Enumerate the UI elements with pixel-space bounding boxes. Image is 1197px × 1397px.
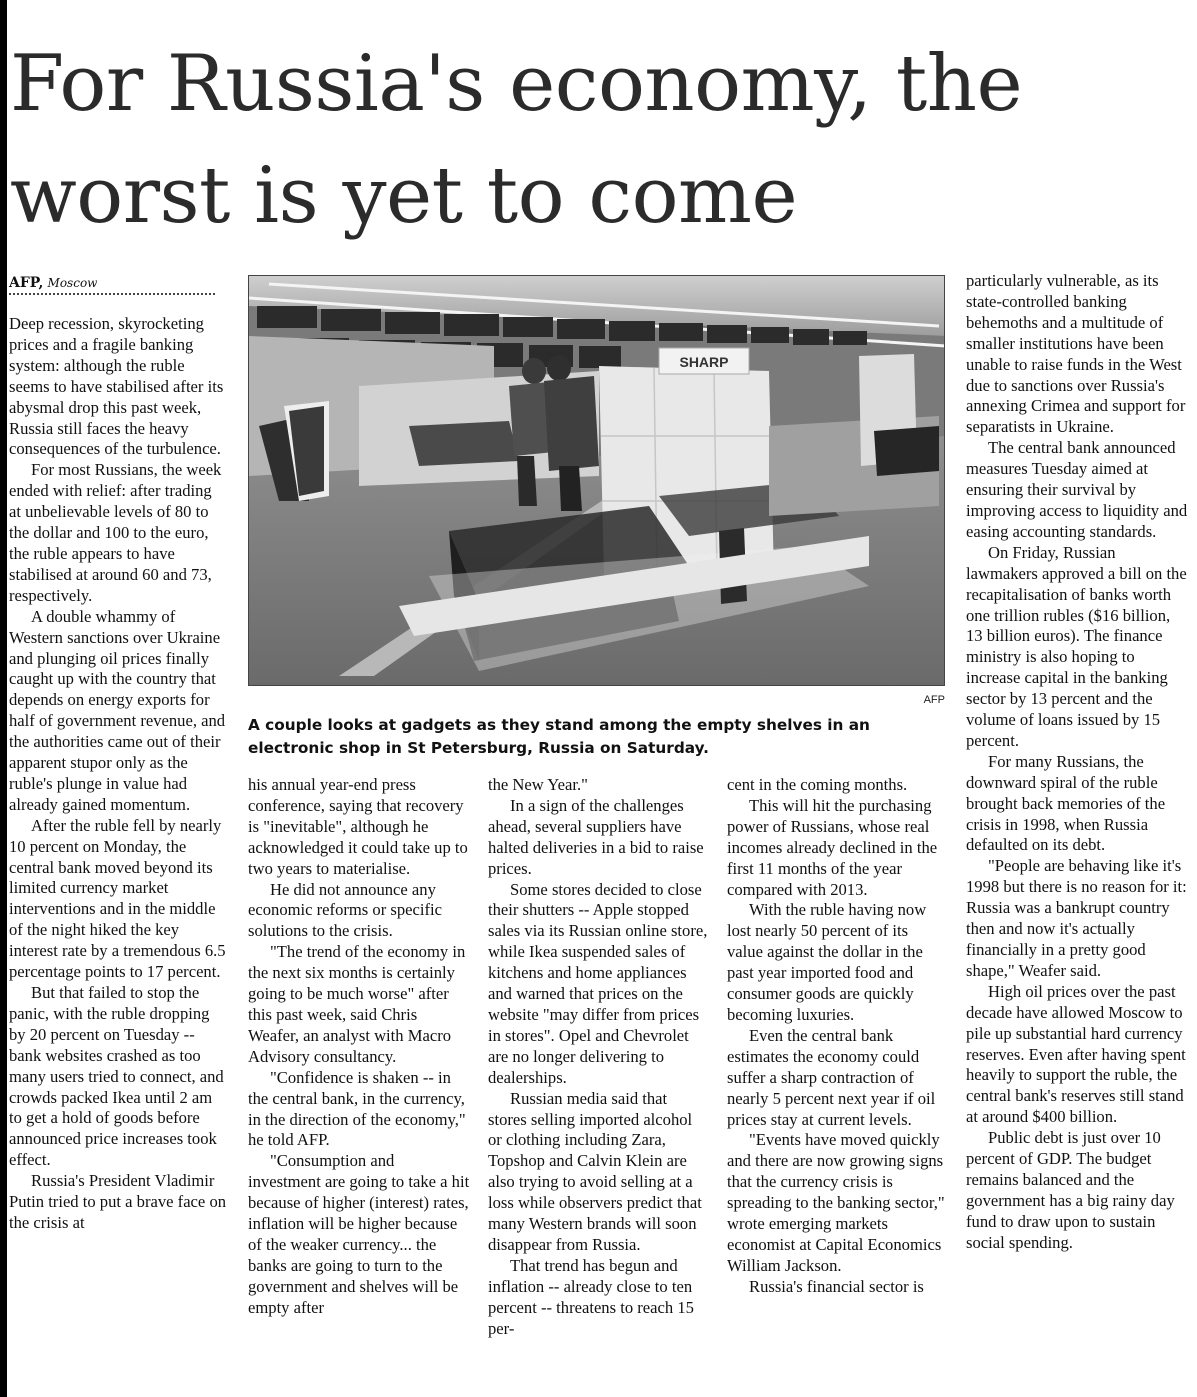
paragraph: High oil prices over the past decade have allowed Moscow to pile up substantial hard currency reserves. Even after having spent heavily to support the ruble, the central bank's reserves still stand at around $400 billion. xyxy=(966,981,1186,1127)
paragraph: On Friday, Russian lawmakers approved a bill on the recapitalisation of banks worth one trillion rubles ($16 billion, 13 billion euros). The finance ministry is also hoping to increase capital in the banking sector by 13 percent and the volume of loans issued by 15 percent. xyxy=(966,542,1187,750)
headline xyxy=(10,28,1195,252)
paragraph: Russia's President Vladimir Putin tried to put a brave face on the crisis at xyxy=(9,1171,227,1232)
paragraph: "People are behaving like it's 1998 but there is no reason for it: Russia was a bankrupt country then and now it's actually financially in a pretty good shape," Weafer said. xyxy=(966,856,1187,980)
byline xyxy=(9,275,97,292)
paragraph: For most Russians, the week ended with relief: after trading at unbelievable levels of 80 to the dollar and 100 to the euro, the ruble appears to have stabilised at around 60 and 73, respectively. xyxy=(9,460,222,605)
sharp-sign: SHARP xyxy=(679,354,729,370)
article-column-3 xyxy=(488,775,708,1397)
paragraph: Russian media said that stores selling imported alcohol or clothing including Zara, Topshop and Calvin Klein are also trying to avoid selling at a loss while observers predict that many Western brands will soon disappear from Russia. xyxy=(488,1088,702,1254)
paragraph: He did not announce any economic reforms or specific solutions to the crisis. xyxy=(248,879,442,941)
article-column-1 xyxy=(9,314,227,1397)
paragraph: This will hit the purchasing power of Russians, whose real incomes already declined in the first 11 months of the year compared with 2013. xyxy=(727,795,938,899)
article-column-5 xyxy=(966,271,1188,1397)
paragraph: "Events have moved quickly and there are now growing signs that the currency crisis is spreading to the banking sector," wrote emerging markets economist at Capital Economics William Jackson. xyxy=(727,1130,945,1275)
paragraph: Deep recession, skyrocketing prices and a fragile banking system: although the ruble seems to have stabilised after its abysmal drop this past week, Russia still faces the heavy consequences of the turbulence. xyxy=(9,314,224,459)
paragraph: particularly vulnerable, as its state-controlled banking behemoths and a multitude of smaller institutions have been unable to raise funds in the West due to sanctions over Russia's annexing Crimea and support for separatists in Ukraine. xyxy=(966,271,1186,437)
paragraph: cent in the coming months. xyxy=(727,775,908,794)
paragraph: With the ruble having now lost nearly 50 percent of its value against the dollar in the past year imported food and consumer goods are quickly becoming luxuries. xyxy=(727,900,927,1024)
paragraph: "Confidence is shaken -- in the central bank, in the currency, in the direction of the economy," he told AFP. xyxy=(248,1067,466,1150)
byline-location: Moscow xyxy=(47,276,98,290)
news-photo xyxy=(248,275,945,686)
paragraph: Russia's financial sector is xyxy=(749,1276,924,1296)
byline-source: AFP, xyxy=(9,275,44,291)
photo-caption: A couple looks at gadgets as they stand among the empty shelves in an electronic shop in St Petersburg, Russia on Saturday. xyxy=(248,716,870,757)
byline-divider xyxy=(9,293,215,295)
paragraph: In a sign of the challenges ahead, several suppliers have halted deliveries in a bid to raise prices. xyxy=(488,795,704,878)
headline-line-1: For Russia's economy, the xyxy=(10,39,1023,129)
article-column-2 xyxy=(248,775,470,1397)
paragraph: Even the central bank estimates the economy could suffer a sharp contraction of nearly 5 percent next year if oil prices stay at current levels. xyxy=(727,1025,936,1129)
article-column-4 xyxy=(727,775,947,1397)
paragraph: his annual year-end press conference, saying that recovery is "inevitable", although he acknowledged it could take up to two years to materialise. xyxy=(248,775,468,878)
paragraph: But that failed to stop the panic, with the ruble dropping by 20 percent on Tuesday -- bank websites crashed as too many users tried to connect, and crowds packed Ikea until 2 am to get a hold of goods before announced price increases took effect. xyxy=(9,983,224,1170)
paragraph: "The trend of the economy in the next six months is certainly going to be much worse" after this past week, said Chris Weafer, an analyst with Macro Advisory consultancy. xyxy=(248,942,466,1066)
paragraph: For many Russians, the downward spiral of the ruble brought back memories of the crisis in 1998, when Russia defaulted on its debt. xyxy=(966,751,1166,855)
paragraph: Public debt is just over 10 percent of GDP. The budget remains balanced and the government has a big rainy day fund to draw upon to sustain social spending. xyxy=(966,1128,1175,1252)
paragraph: Some stores decided to close their shutters -- Apple stopped sales via its Russian online store, while Ikea suspended sales of kitchens and home appliances and warned that prices on the website "may differ from prices in stores". Opel and Chevrolet are no longer delivering to dealerships. xyxy=(488,879,708,1087)
paragraph: the New Year." xyxy=(488,775,588,794)
paragraph: The central bank announced measures Tuesday aimed at ensuring their survival by improving access to liquidity and easing accounting standards. xyxy=(966,438,1188,541)
photo-credit: AFP xyxy=(923,694,945,706)
paragraph: After the ruble fell by nearly 10 percent on Monday, the central bank moved beyond its limited currency market interventions and in the middle of the night hiked the key interest rate by a tremendous 6.5 percentage points to 17 percent. xyxy=(9,815,226,982)
paragraph: That trend has begun and inflation -- already close to ten percent -- threatens to reach 15 per- xyxy=(488,1255,694,1338)
headline-line-2: worst is yet to come xyxy=(10,151,798,241)
paragraph: A double whammy of Western sanctions over Ukraine and plunging oil prices finally caught up with the country that depends on energy exports for half of government revenue, and the authorities came out of their apparent stupor only as the ruble's plunge in value had already gained momentum. xyxy=(9,606,226,814)
page-edge-bar xyxy=(0,0,7,1397)
paragraph: "Consumption and investment are going to take a hit because of higher (interest) rates, inflation will be higher because of the weaker currency... the banks are going to turn to the government and shelves will be empty after xyxy=(248,1151,470,1317)
